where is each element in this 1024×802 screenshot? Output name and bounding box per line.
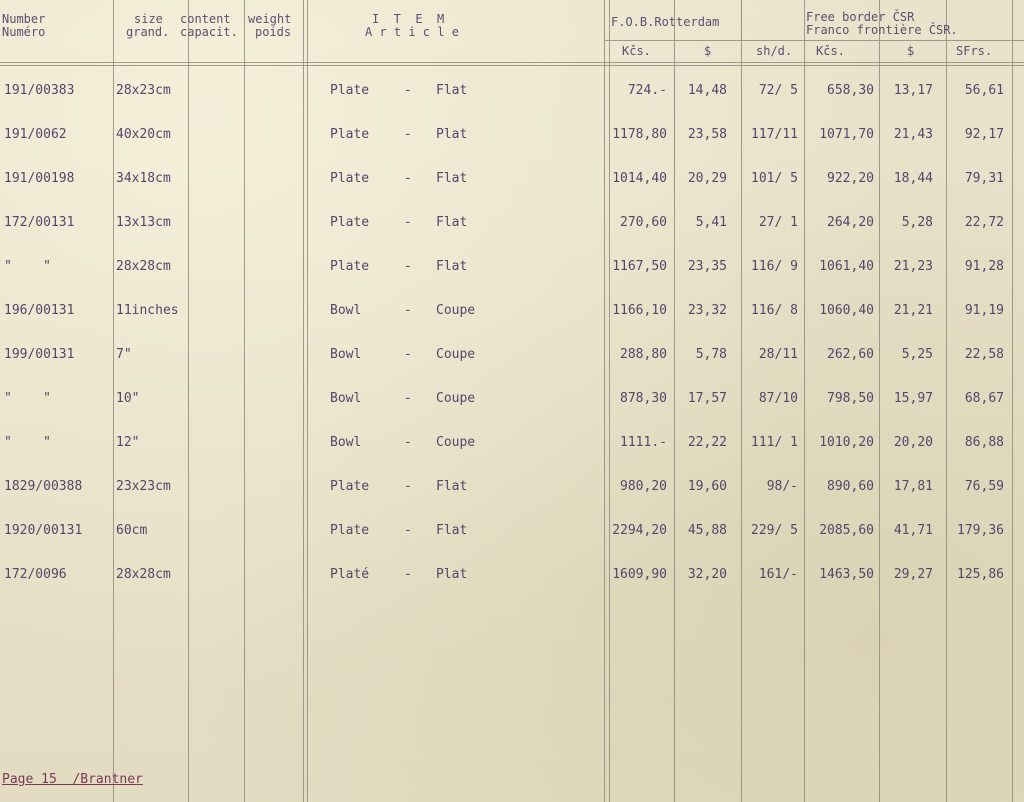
cell-kcs-fob: 1609,90 [612, 567, 667, 582]
cell-kcs-free: 2085,60 [819, 523, 874, 538]
cell-shd: 101/ 5 [751, 171, 798, 186]
cell-dash: - [404, 259, 412, 274]
cell-sfrs: 179,36 [957, 523, 1004, 538]
cell-shd: 98/- [766, 479, 798, 494]
cell-kcs-fob: 878,30 [620, 391, 667, 406]
cell-sfrs: 125,86 [957, 567, 1004, 582]
cell-shd: 116/ 8 [751, 303, 798, 318]
cell-article: Coupe [436, 435, 476, 450]
column-rule [674, 0, 675, 802]
header-number: Number [2, 12, 46, 26]
cell-kcs-free: 1463,50 [819, 567, 874, 582]
cell-sfrs: 92,17 [964, 127, 1004, 142]
cell-sfrs: 91,19 [964, 303, 1004, 318]
header-weight-fr: poids [255, 25, 292, 39]
cell-sfrs: 79,31 [964, 171, 1004, 186]
column-rule [804, 0, 805, 802]
cell-usd-free: 41,71 [893, 523, 933, 538]
cell-item: Plate [330, 83, 370, 98]
cell-item: Plate [330, 215, 370, 230]
cell-dash: - [404, 303, 412, 318]
cell-item: Plate [330, 259, 370, 274]
cell-number: 191/00383 [4, 83, 75, 98]
cell-size: 60cm [116, 523, 148, 538]
cell-usd-free: 17,81 [893, 479, 933, 494]
cell-dash: - [404, 523, 412, 538]
cell-kcs-fob: 1111.- [620, 435, 667, 450]
cell-sfrs: 91,28 [964, 259, 1004, 274]
column-rule [113, 0, 114, 802]
cell-article: Coupe [436, 347, 476, 362]
cell-item: Bowl [330, 347, 362, 362]
header-usd-fob: $ [704, 44, 712, 58]
cell-shd: 161/- [758, 567, 798, 582]
cell-dash: - [404, 435, 412, 450]
cell-kcs-free: 1010,20 [819, 435, 874, 450]
cell-usd-fob: 5,41 [695, 215, 727, 230]
cell-shd: 72/ 5 [758, 83, 798, 98]
cell-item: Bowl [330, 303, 362, 318]
cell-shd: 27/ 1 [758, 215, 798, 230]
cell-usd-fob: 5,78 [695, 347, 727, 362]
column-rule [188, 0, 189, 802]
column-rule [741, 0, 742, 802]
cell-item: Plate [330, 127, 370, 142]
cell-item: Bowl [330, 391, 362, 406]
cell-kcs-free: 890,60 [827, 479, 874, 494]
column-rule [604, 0, 605, 802]
cell-kcs-fob: 1167,50 [612, 259, 667, 274]
cell-kcs-free: 264,20 [827, 215, 874, 230]
cell-number: 172/00131 [4, 215, 75, 230]
cell-shd: 28/11 [758, 347, 798, 362]
cell-size: 7" [116, 347, 132, 362]
cell-usd-fob: 23,35 [687, 259, 727, 274]
cell-number: 1829/00388 [4, 479, 83, 494]
cell-sfrs: 86,88 [964, 435, 1004, 450]
cell-usd-free: 21,23 [893, 259, 933, 274]
cell-kcs-free: 262,60 [827, 347, 874, 362]
header-number-fr: Numéro [2, 25, 46, 39]
cell-kcs-fob: 270,60 [620, 215, 667, 230]
cell-item: Plate [330, 171, 370, 186]
cell-number: " " [4, 391, 51, 406]
cell-usd-free: 21,43 [893, 127, 933, 142]
cell-usd-free: 15,97 [893, 391, 933, 406]
cell-kcs-fob: 1178,80 [612, 127, 667, 142]
cell-usd-fob: 14,48 [687, 83, 727, 98]
header-article: A r t i c l e [365, 25, 459, 39]
column-rule [307, 0, 308, 802]
cell-shd: 229/ 5 [751, 523, 798, 538]
cell-dash: - [404, 83, 412, 98]
cell-dash: - [404, 479, 412, 494]
cell-article: Coupe [436, 303, 476, 318]
cell-size: 23x23cm [116, 479, 171, 494]
cell-article: Coupe [436, 391, 476, 406]
cell-item: Bowl [330, 435, 362, 450]
cell-sfrs: 56,61 [964, 83, 1004, 98]
header-free-border: Free border ČSR [806, 10, 915, 24]
header-size-fr: grand. [126, 25, 170, 39]
cell-kcs-fob: 724.- [627, 83, 667, 98]
cell-kcs-free: 1061,40 [819, 259, 874, 274]
cell-dash: - [404, 215, 412, 230]
cell-size: 13x13cm [116, 215, 171, 230]
cell-item: Plate [330, 523, 370, 538]
header-rule [0, 62, 1024, 63]
cell-kcs-free: 1060,40 [819, 303, 874, 318]
cell-usd-free: 13,17 [893, 83, 933, 98]
cell-article: Flat [436, 83, 468, 98]
cell-sfrs: 22,72 [964, 215, 1004, 230]
cell-sfrs: 76,59 [964, 479, 1004, 494]
column-rule [609, 0, 610, 802]
cell-kcs-fob: 288,80 [620, 347, 667, 362]
cell-size: 10" [116, 391, 140, 406]
cell-article: Flat [436, 259, 468, 274]
cell-article: Plat [436, 127, 468, 142]
cell-usd-fob: 23,32 [687, 303, 727, 318]
cell-number: " " [4, 259, 51, 274]
header-weight: weight [248, 12, 292, 26]
cell-article: Flat [436, 171, 468, 186]
cell-number: 196/00131 [4, 303, 75, 318]
cell-article: Plat [436, 567, 468, 582]
header-content-fr: capacit. [180, 25, 238, 39]
cell-dash: - [404, 347, 412, 362]
cell-size: 40x20cm [116, 127, 171, 142]
header-sfrs: SFrs. [956, 44, 993, 58]
header-free-border-fr: Franco frontière ČSR. [806, 23, 958, 37]
cell-size: 28x28cm [116, 567, 171, 582]
cell-number: 172/0096 [4, 567, 67, 582]
column-rule [946, 0, 947, 802]
page-footer: Page 15 /Brantner [2, 772, 143, 787]
cell-number: 191/00198 [4, 171, 75, 186]
cell-shd: 111/ 1 [751, 435, 798, 450]
cell-usd-free: 21,21 [893, 303, 933, 318]
column-rule [879, 0, 880, 802]
cell-kcs-free: 922,20 [827, 171, 874, 186]
cell-number: 191/0062 [4, 127, 67, 142]
header-content: content [180, 12, 231, 26]
cell-size: 28x23cm [116, 83, 171, 98]
cell-usd-free: 5,25 [901, 347, 933, 362]
cell-sfrs: 68,67 [964, 391, 1004, 406]
cell-usd-free: 20,20 [893, 435, 933, 450]
header-usd-free: $ [907, 44, 915, 58]
cell-number: 1920/00131 [4, 523, 83, 538]
cell-article: Flat [436, 479, 468, 494]
cell-item: Plate [330, 479, 370, 494]
cell-kcs-free: 1071,70 [819, 127, 874, 142]
cell-usd-fob: 45,88 [687, 523, 727, 538]
cell-size: 34x18cm [116, 171, 171, 186]
column-rule [1012, 0, 1013, 802]
cell-kcs-fob: 1014,40 [612, 171, 667, 186]
header-kcs-free: Kčs. [816, 44, 845, 58]
cell-shd: 87/10 [758, 391, 798, 406]
cell-article: Flat [436, 523, 468, 538]
cell-usd-fob: 22,22 [687, 435, 727, 450]
header-rule [0, 65, 1024, 66]
cell-dash: - [404, 391, 412, 406]
cell-article: Flat [436, 215, 468, 230]
header-fob: F.O.B.Rotterdam [611, 15, 720, 29]
cell-kcs-free: 658,30 [827, 83, 874, 98]
cell-usd-fob: 32,20 [687, 567, 727, 582]
cell-usd-fob: 19,60 [687, 479, 727, 494]
cell-usd-free: 5,28 [901, 215, 933, 230]
cell-shd: 117/11 [751, 127, 798, 142]
header-rule [604, 40, 1024, 41]
cell-size: 12" [116, 435, 140, 450]
cell-usd-fob: 17,57 [687, 391, 727, 406]
cell-kcs-free: 798,50 [827, 391, 874, 406]
header-size: size [134, 12, 163, 26]
cell-number: 199/00131 [4, 347, 75, 362]
cell-usd-free: 29,27 [893, 567, 933, 582]
header-shd: sh/d. [756, 44, 793, 58]
cell-dash: - [404, 567, 412, 582]
column-rule [303, 0, 304, 802]
cell-number: " " [4, 435, 51, 450]
cell-size: 28x28cm [116, 259, 171, 274]
cell-dash: - [404, 171, 412, 186]
header-kcs-fob: Kčs. [622, 44, 651, 58]
cell-sfrs: 22,58 [964, 347, 1004, 362]
cell-size: 11inches [116, 303, 179, 318]
cell-usd-fob: 20,29 [687, 171, 727, 186]
cell-usd-fob: 23,58 [687, 127, 727, 142]
header-item: I T E M [372, 12, 445, 26]
cell-kcs-fob: 2294,20 [612, 523, 667, 538]
cell-dash: - [404, 127, 412, 142]
cell-usd-free: 18,44 [893, 171, 933, 186]
cell-shd: 116/ 9 [751, 259, 798, 274]
cell-item: Platé [330, 567, 370, 582]
column-rule [244, 0, 245, 802]
cell-kcs-fob: 1166,10 [612, 303, 667, 318]
cell-kcs-fob: 980,20 [620, 479, 667, 494]
